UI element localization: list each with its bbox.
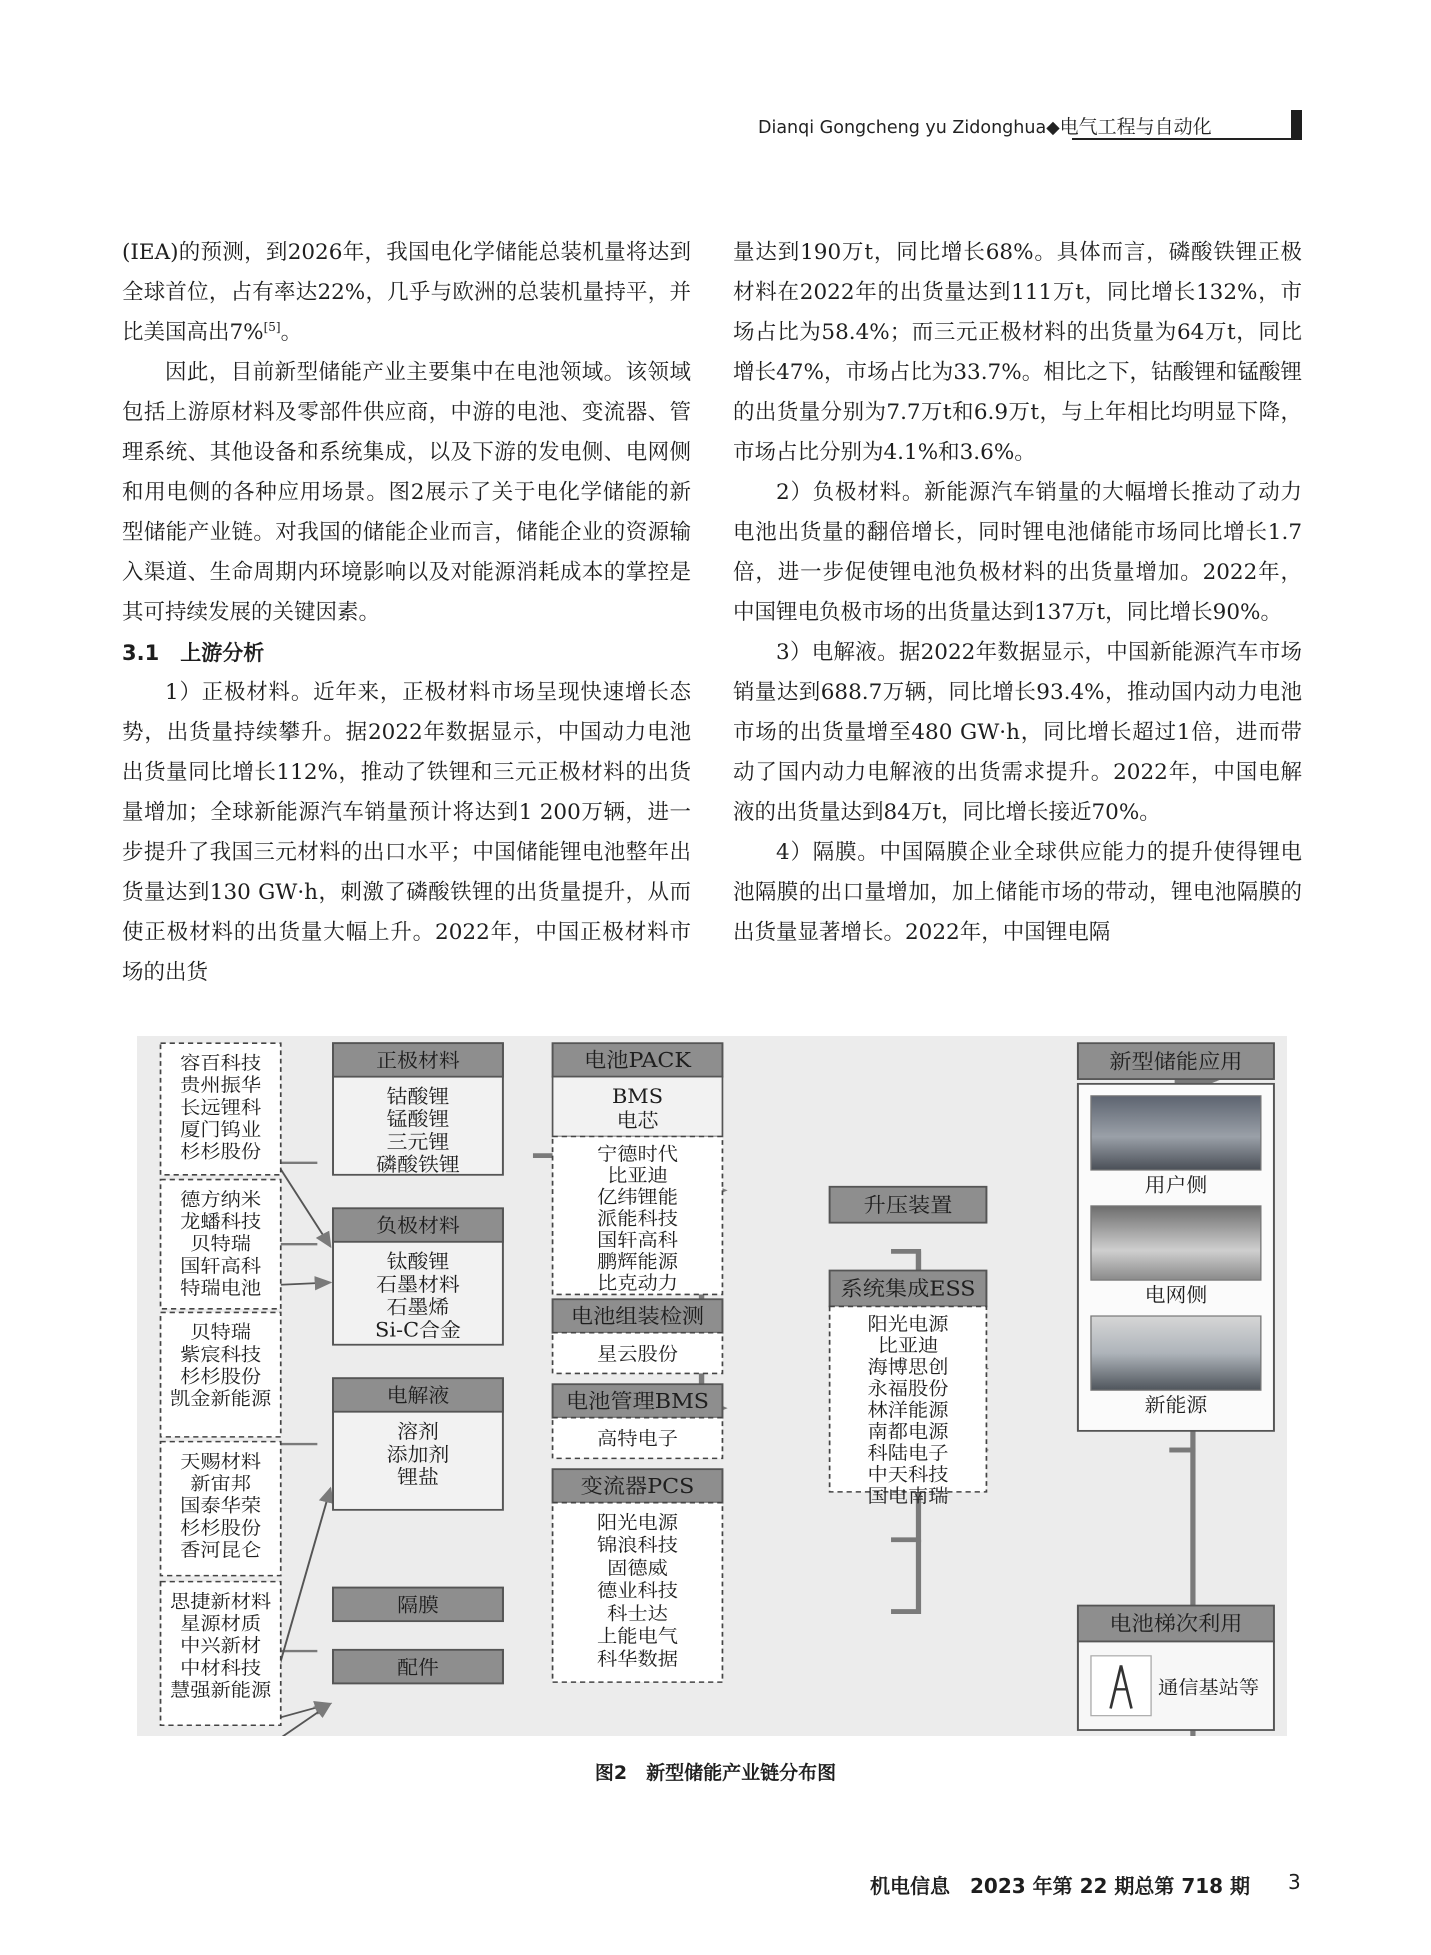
- right-column: [733, 233, 1302, 953]
- supplier-arrow: [278, 1282, 330, 1284]
- supplier-name: 天赐材料: [180, 1450, 262, 1473]
- supplier-name: 紫宸科技: [180, 1343, 262, 1366]
- material-item: Si-C合金: [375, 1318, 461, 1342]
- left-column: [122, 233, 691, 993]
- header-rule: [1072, 138, 1302, 140]
- pack-inner-item: 电芯: [616, 1108, 659, 1132]
- material-item: 锰酸锂: [386, 1107, 450, 1131]
- pcs-company: 科士达: [607, 1602, 668, 1625]
- supplier-name: 杉杉股份: [180, 1517, 262, 1540]
- scene-label: 用户侧: [1144, 1173, 1208, 1197]
- scene-label: 新能源: [1144, 1393, 1208, 1417]
- ess-company: 林洋能源: [867, 1399, 949, 1422]
- ess-company: 海博思创: [867, 1356, 949, 1379]
- material-item: 钛酸锂: [386, 1249, 450, 1273]
- material-item: 三元锂: [386, 1130, 450, 1154]
- diagram-nodes: [161, 1043, 1274, 1730]
- booster: 升压装置: [863, 1193, 953, 1218]
- paragraph: 因此，目前新型储能产业主要集中在电池领域。该领域包括上游原材料及零部件供应商，中游的电池、变流器、管理系统、其他设备和系统集成，以及下游的发电侧、电网侧和用电侧的各种应用场景。图2展示了关于电化学储能的新型储能产业链。对我国的储能企业而言，储能企业的资源输入渠道、生命周期内环境影响以及对能源消耗成本的掌控是其可持续发展的关键因素。: [122, 360, 691, 625]
- supplier-name: 贝特瑞: [190, 1321, 252, 1344]
- paragraph: 3）电解液。据2022年数据显示，中国新能源汽车市场销量达到688.7万辆，同比增长93.4%，推动国内动力电池市场的出货量增至480 GW·h，同比增长超过1倍，进而带动了国内动力电解液的出货需求提升。2022年，中国电解液的出货量达到84万t，同比增长接近70%。: [733, 640, 1302, 825]
- supplier-name: 杉杉股份: [180, 1365, 262, 1388]
- pcs-title: 变流器PCS: [580, 1474, 695, 1499]
- diamond-icon: ◆: [1046, 118, 1060, 138]
- assembly-company: 星云股份: [597, 1343, 679, 1366]
- supplier-name: 中材科技: [180, 1657, 262, 1680]
- section-heading: 3.1 上游分析: [122, 641, 265, 665]
- supplier-name: 慧强新能源: [170, 1679, 272, 1702]
- supplier-name: 龙蟠科技: [180, 1210, 262, 1233]
- supplier-name: 国轩高科: [180, 1255, 262, 1278]
- scene-photo: [1091, 1096, 1261, 1170]
- supplier-name: 中兴新材: [180, 1635, 262, 1658]
- supplier-name: 杉杉股份: [180, 1140, 262, 1163]
- running-header: [758, 112, 1212, 139]
- paragraph: 4）隔膜。中国隔膜企业全球供应能力的提升使得锂电池隔膜的出口量增加，加上储能市场的带动，锂电池隔膜的出货量显著增长。2022年，中国锂电隔: [733, 840, 1302, 945]
- supplier-name: 国泰华荣: [180, 1495, 262, 1518]
- material-title: 隔膜: [397, 1593, 439, 1617]
- supplier-name: 新宙邦: [190, 1472, 252, 1495]
- header-bar: [1291, 110, 1302, 140]
- material-item: 石墨烯: [386, 1295, 450, 1319]
- material-title: 电解液: [386, 1384, 450, 1407]
- pack-company: 亿纬锂能: [597, 1186, 679, 1209]
- supplier-arrow: [278, 1165, 330, 1246]
- reuse-label: 通信基站等: [1157, 1676, 1260, 1699]
- ess-title: 系统集成ESS: [840, 1277, 976, 1302]
- material-item: 锂盐: [397, 1465, 439, 1489]
- citation: [5]: [263, 319, 281, 334]
- pack-company: 国轩高科: [597, 1229, 679, 1252]
- supplier-name: 容百科技: [180, 1052, 262, 1075]
- scene-label: 电网侧: [1144, 1283, 1208, 1307]
- pcs-company: 固德威: [607, 1557, 668, 1580]
- pack-inner-item: BMS: [611, 1084, 664, 1108]
- tower-icon: [1091, 1656, 1151, 1716]
- assembly-title: 电池组装检测: [570, 1305, 705, 1329]
- footer-issue: 机电信息 2023 年第 22 期总第 718 期: [870, 1874, 1251, 1898]
- ess-company: 中天科技: [867, 1463, 949, 1486]
- ess-company: 南都电源: [867, 1420, 949, 1443]
- paragraph: 1）正极材料。近年来，正极材料市场呈现快速增长态势，出货量持续攀升。据2022年数据显示，中国动力电池出货量同比增长112%，推动了铁锂和三元正极材料的出货量增加；全球新能源汽车销量预计将达到1 200万辆，进一步提升了我国三元材料的出口水平；中国储能锂电池整年出货量达到130 GW·h，刺激了磷酸铁锂的出货量提升，从而使正极材料的出货量大幅上升。2022年，中国正极材料市场的出货: [122, 680, 691, 985]
- supplier-name: 思捷新材料: [170, 1590, 272, 1613]
- pcs-company: 德业科技: [597, 1580, 679, 1602]
- ess-company: 阳光电源: [867, 1313, 949, 1336]
- supplier-name: 贵州振华: [180, 1074, 262, 1097]
- pack-company: 派能科技: [597, 1207, 679, 1230]
- industry-chain-figure: [137, 1036, 1287, 1736]
- pcs-company: 科华数据: [597, 1648, 679, 1671]
- material-item: 磷酸铁锂: [376, 1153, 460, 1176]
- material-item: 溶剂: [397, 1419, 439, 1443]
- paragraph: 2）负极材料。新能源汽车销量的大幅增长推动了动力电池出货量的翻倍增长，同时锂电池储能市场同比增长1.7倍，进一步促使锂电池负极材料的出货量增加。2022年，中国锂电负极市场的出货量达到137万t，同比增长90%。: [733, 480, 1302, 625]
- supplier-name: 长远锂科: [180, 1096, 262, 1119]
- journal-pinyin: Dianqi Gongcheng yu Zidonghua: [758, 118, 1047, 138]
- pack-title: 电池PACK: [584, 1048, 691, 1073]
- ess-company: 科陆电子: [867, 1442, 949, 1465]
- material-item: 添加剂: [386, 1442, 450, 1466]
- paragraph: (IEA)的预测，到2026年，我国电化学储能总装机量将达到全球首位，占有率达22%，几乎与欧洲的总装机量持平，并比美国高出7%[5]。: [122, 240, 691, 345]
- supplier-name: 德方纳米: [180, 1188, 262, 1211]
- ess-company: 永福股份: [867, 1377, 949, 1400]
- figure-diagram: [137, 1036, 1287, 1736]
- journal-title: 电气工程与自动化: [1059, 116, 1212, 138]
- reuse-title: 电池梯次利用: [1109, 1612, 1243, 1637]
- material-title: 负极材料: [376, 1214, 460, 1238]
- supplier-name: 厦门钨业: [180, 1118, 262, 1141]
- material-title: 配件: [397, 1655, 439, 1679]
- scene-photo: [1091, 1316, 1261, 1390]
- supplier-arrow: [278, 1488, 330, 1670]
- pcs-company: 阳光电源: [597, 1511, 679, 1534]
- ess-company: 比亚迪: [877, 1334, 939, 1357]
- material-title: 正极材料: [376, 1048, 460, 1072]
- supplier-name: 贝特瑞: [190, 1232, 252, 1255]
- supplier-name: 香河昆仑: [180, 1539, 262, 1562]
- pack-company: 比克动力: [597, 1272, 679, 1295]
- page-number: 3: [1288, 1870, 1301, 1894]
- supplier-arrow: [278, 1704, 330, 1736]
- pack-company: 鹏辉能源: [597, 1250, 679, 1273]
- scene-photo: [1091, 1206, 1261, 1280]
- figure-caption: 图2 新型储能产业链分布图: [594, 1762, 837, 1784]
- supplier-name: 凯金新能源: [170, 1387, 272, 1410]
- pack-company: 宁德时代: [597, 1143, 679, 1166]
- connector-line: [891, 1540, 918, 1612]
- app-title: 新型储能应用: [1109, 1050, 1243, 1075]
- material-item: 石墨材料: [376, 1272, 460, 1296]
- supplier-name: 特瑞电池: [180, 1277, 262, 1300]
- bms-title: 电池管理BMS: [565, 1389, 710, 1414]
- pcs-company: 锦浪科技: [597, 1534, 679, 1557]
- ess-company: 国电南瑞: [867, 1485, 949, 1508]
- material-item: 钴酸锂: [386, 1084, 450, 1108]
- pcs-company: 上能电气: [597, 1625, 679, 1648]
- bms-company: 高特电子: [597, 1428, 679, 1451]
- supplier-arrow: [278, 1704, 330, 1718]
- pack-company: 比亚迪: [607, 1164, 668, 1187]
- paragraph: 量达到190万t，同比增长68%。具体而言，磷酸铁锂正极材料在2022年的出货量达到111万t，同比增长132%，市场占比为58.4%；而三元正极材料的出货量为64万t，同比增长47%，市场占比为33.7%。相比之下，钴酸锂和锰酸锂的出货量分别为7.7万t和6.9万t，与上年相比均明显下降，市场占比分别为4.1%和3.6%。: [733, 240, 1302, 465]
- supplier-name: 星源材质: [180, 1612, 262, 1635]
